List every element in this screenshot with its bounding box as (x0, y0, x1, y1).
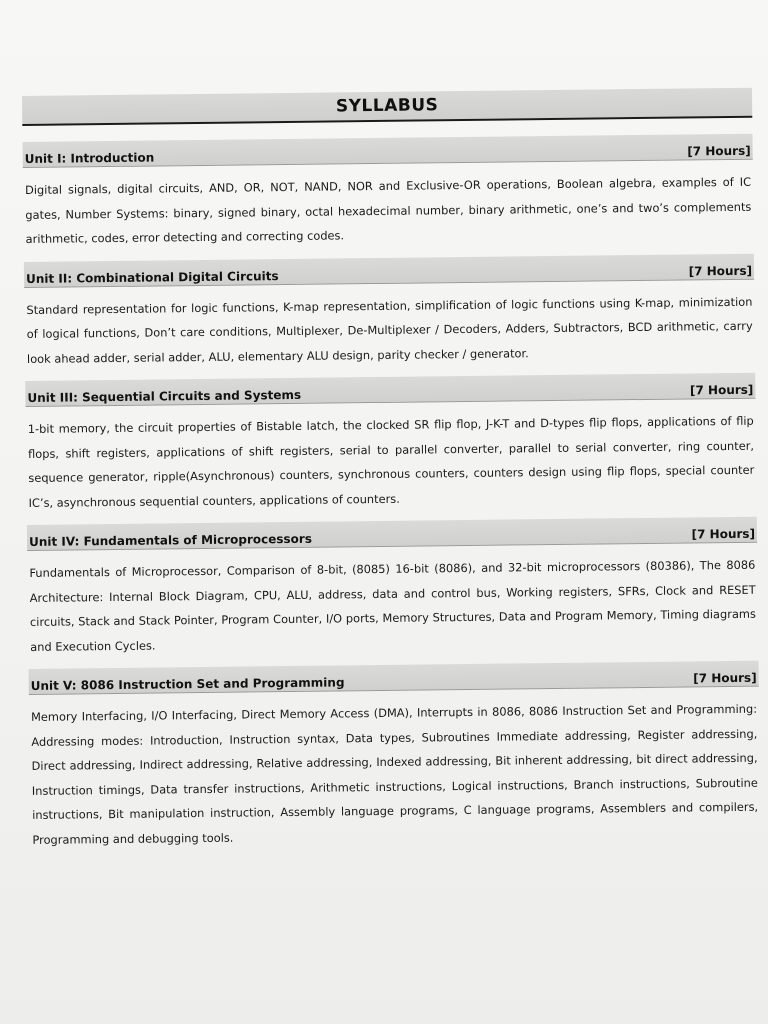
unit-hours: [7 Hours] (693, 670, 757, 686)
unit-title: Unit V: 8086 Instruction Set and Programming (30, 675, 345, 693)
unit-title: Unit I: Introduction (24, 150, 155, 166)
unit-body: Digital signals, digital circuits, AND, OR, NOT, NAND, NOR and Exclusive-OR operations, Boolean algebra, examples of IC gates, Number Systems: binary, signed binary, octal hexadecimal number, binary arithmetic, one’s and two’s complements arithmetic, codes, error detecting and correcting codes. (24, 174, 752, 246)
unit-2 (24, 253, 755, 377)
unit-body: Memory Interfacing, I/O Interfacing, Direct Memory Access (DMA), Interrupts in 8086, 8086 Instruction Set and Programming: Addressing modes: Introduction, Instruction syntax, Data types, Subroutines Immediate addressing, Register addressing, Direct addressing, Indirect addressing, Relative addressing, Indexed addressing, Bit inherent addressing, bit direct addressing, Instruction timings, Data transfer instructions, Arithmetic instructions, Logical instructions, Branch instructions, Subroutine instructions, Bit manipulation instruction, Assembly language programs, C language programs, Assemblers and compilers, Programming and debugging tools. (30, 701, 759, 847)
page-title: SYLLABUS (335, 95, 439, 117)
unit-hours: [7 Hours] (687, 143, 751, 159)
unit-body: Standard representation for logic functions, K-map representation, simplification of logic functions using K-map, minimization of logical functions, Don’t care conditions, Multiplexer, De-Multiplexer / Decoders, Adders, Subtractors, BCD arithmetic, carry look ahead adder, serial adder, ALU, elementary ALU design, parity checker / generator. (26, 294, 753, 366)
unit-hours: [7 Hours] (689, 382, 754, 398)
unit-body: Fundamentals of Microprocessor, Comparison of 8-bit, (8085) 16-bit (8086), and 32-bit microprocessors (80386), The 8086 Architecture: Internal Block Diagram, CPU, ALU, address, data and control bus, Working registers, SFRs, Clock and RESET circuits, Stack and Stack Pointer, Program Counter, I/O ports, Memory Structures, Data and Program Memory, Timing diagrams and Execution Cycles. (29, 557, 756, 654)
unit-title: Unit III: Sequential Circuits and Systems (27, 387, 302, 405)
unit-hours: [7 Hours] (691, 526, 756, 542)
unit-4 (27, 517, 759, 665)
unit-5 (29, 661, 761, 858)
syllabus-sheet (22, 88, 761, 862)
unit-hours: [7 Hours] (688, 263, 753, 278)
unit-3 (25, 373, 757, 521)
unit-1 (23, 134, 754, 258)
unit-body: 1-bit memory, the circuit properties of Bistable latch, the clocked SR flip flop, J-K-T and D-types flip flops, applications of flip flops, shift registers, applications of shift registers, serial to parallel converter, parallel to serial converter, ring counter, sequence generator, ripple(Asynchronous) counters, synchronous counters, counters design using flip flops, special counter IC’s, asynchronous sequential counters, applications of counters. (27, 413, 755, 510)
unit-title: Unit II: Combinational Digital Circuits (25, 268, 279, 286)
unit-title: Unit IV: Fundamentals of Microprocessors (28, 531, 313, 549)
